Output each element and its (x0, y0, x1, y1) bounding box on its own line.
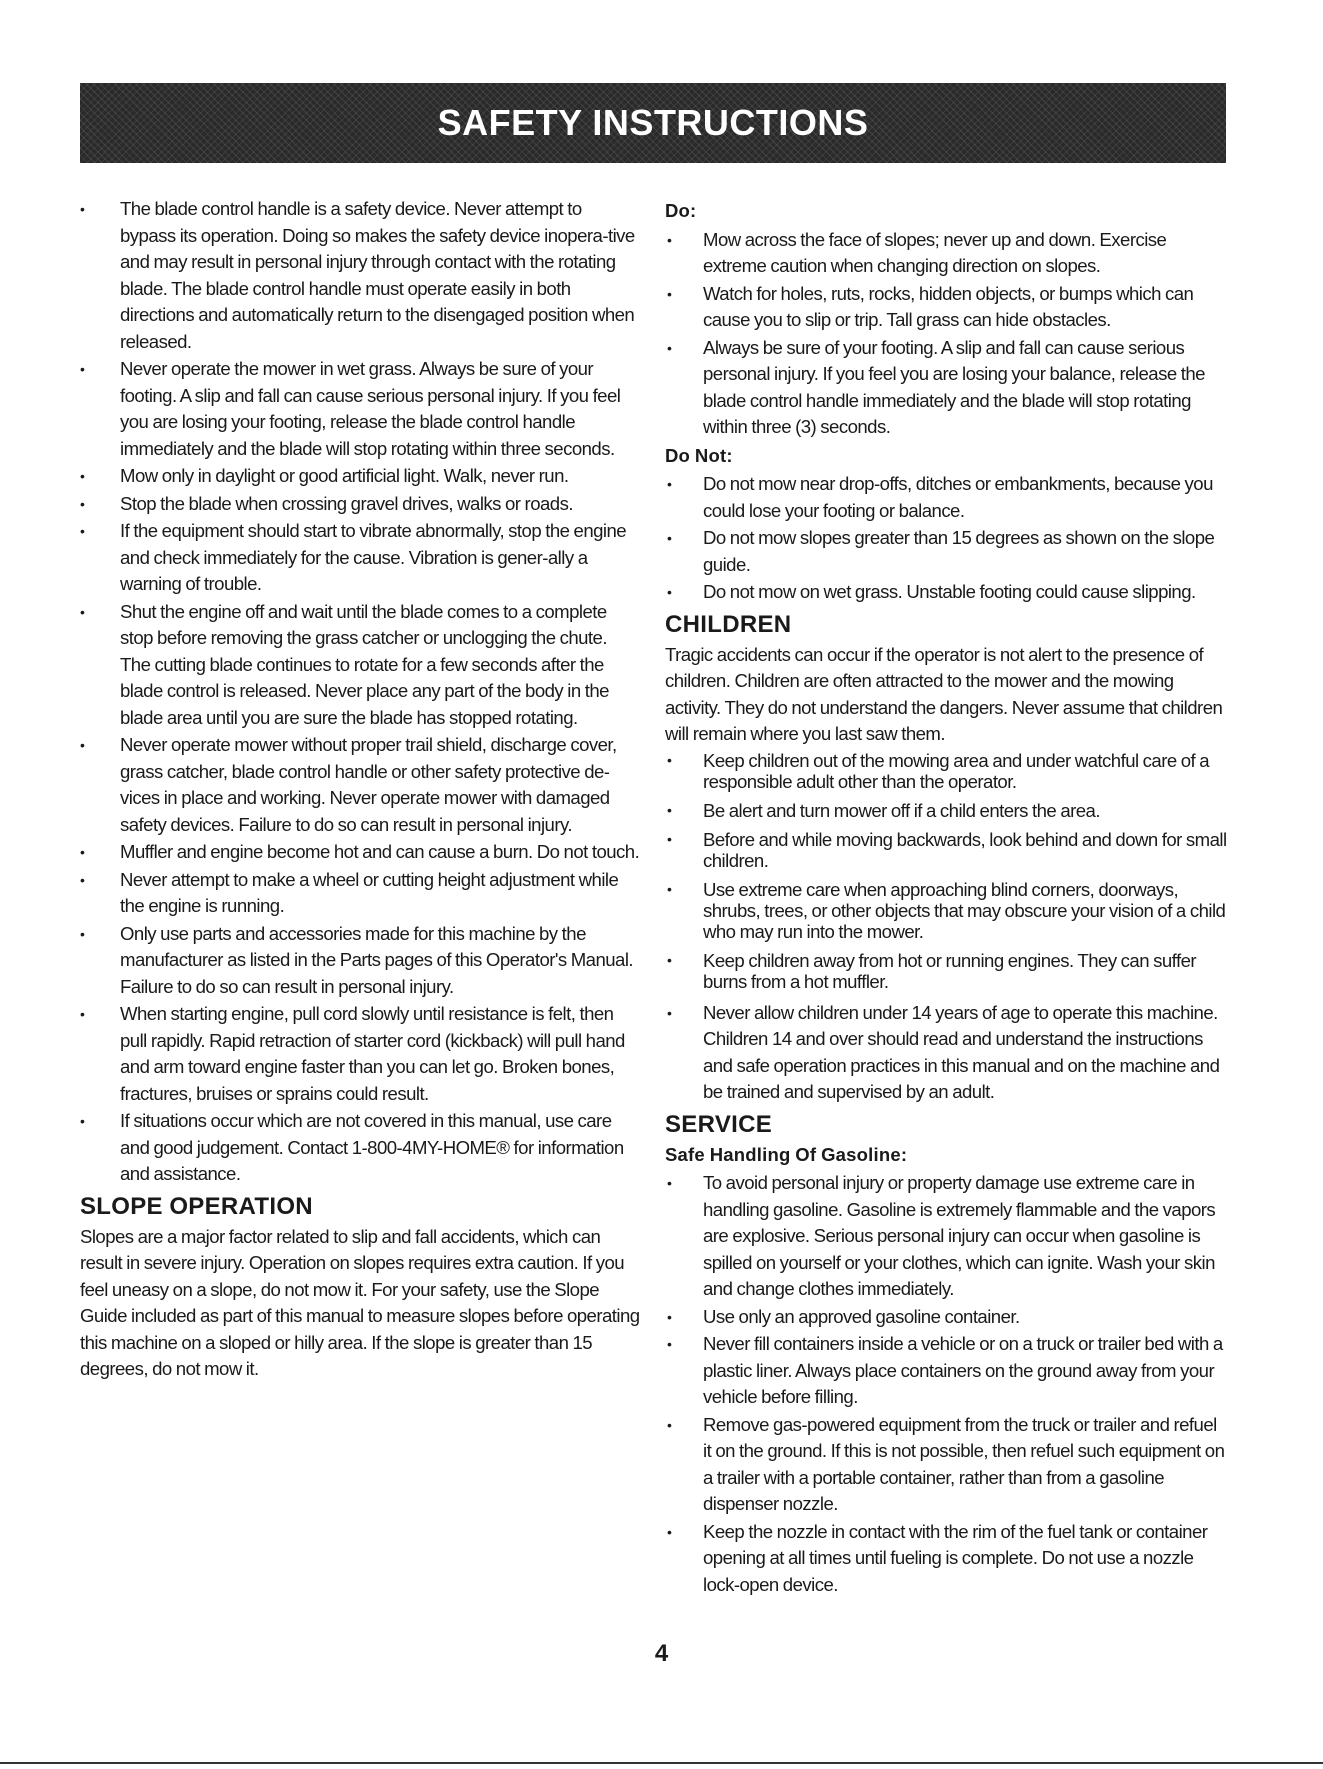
bullet-icon: • (667, 1175, 672, 1191)
bullet-icon: • (667, 880, 672, 897)
bullet-icon: • (80, 361, 85, 377)
bullet-icon: • (667, 830, 672, 847)
list-item: • Never operate mower without proper trail shield, discharge cover, grass catcher, blade control handle or other safety protective de-vices in place and working. Never operate mower with damaged safety devices. Failure to do so can result in personal injury. (80, 734, 617, 835)
bullet-icon: • (80, 201, 85, 217)
children-list (665, 750, 1228, 992)
list-item: • Do not mow near drop-offs, ditches or embankments, because you could lose your footing or balance. (667, 473, 1213, 521)
list-item: • Never allow children under 14 years of age to operate this machine. Children 14 and over should read and understand the instructions and safe operation practices in this manual and on the machine and be trained and supervised by an adult. (667, 1001, 1220, 1102)
list-item: • The blade control handle is a safety device. Never attempt to bypass its operation. Doing so makes the safety device inopera-tive and may result in personal injury through contact with the rotating blade. The blade control handle must operate easily in both directions and automatically return to the disengaged position when released. (80, 198, 635, 352)
bullet-icon: • (667, 751, 672, 768)
bullet-icon: • (667, 951, 672, 968)
service-heading: SERVICE (665, 1110, 773, 1138)
list-item: • Muffler and engine become hot and can cause a burn. Do not touch. (80, 839, 640, 866)
bullet-icon: • (667, 231, 672, 248)
list-item: • If the equipment should start to vibrate abnormally, stop the engine and check immediately for the cause. Vibration is gener-ally a warning of trouble. (80, 520, 627, 594)
bullet-icon: • (667, 1308, 672, 1325)
list-item: • Stop the blade when crossing gravel drives, walks or roads. (80, 491, 640, 518)
bullet-icon: • (80, 925, 85, 942)
bullet-icon: • (80, 737, 85, 753)
do-not-list (665, 471, 1228, 606)
bullet-icon: • (667, 1416, 672, 1433)
do-list (665, 227, 1228, 441)
list-item: • Never attempt to make a wheel or cutting height adjustment while the engine is running. (80, 868, 619, 916)
list-item: • Never operate the mower in wet grass. Always be sure of your footing. A slip and fall can cause serious personal injury. If you feel you are losing your footing, release the blade control handle immediately and the blade will stop rotating within three seconds. (80, 358, 621, 459)
bullet-icon: • (80, 523, 85, 539)
list-item: • Keep children away from hot or running engines. They can suffer burns from a hot muffler. (667, 949, 1196, 992)
list-item: • When starting engine, pull cord slowly until resistance is felt, then pull rapidly. Rapid retraction of starter cord (kickback) will pull hand and arm toward engine faster than you can let go. Broken bones, fractures, bruises or sprains could result. (80, 1003, 625, 1104)
slope-operation-heading: SLOPE OPERATION (80, 1192, 313, 1220)
bullet-icon: • (80, 495, 85, 512)
bullet-icon: • (667, 339, 672, 356)
list-item: • Keep children out of the mowing area and under watchful care of a responsible adult other than the operator. (667, 749, 1210, 792)
bottom-divider (0, 1762, 1323, 1764)
bullet-icon: • (667, 1523, 672, 1540)
general-safety-list (80, 196, 640, 1188)
list-item: • Do not mow on wet grass. Unstable footing could cause slipping. (665, 579, 1228, 606)
list-item: • To avoid personal injury or property damage use extreme care in handling gasoline. Gasoline is extremely flammable and the vapors are explosive. Serious personal injury can occur when gasoline is spilled on yourself or your clothes, which can ignite. Wash your skin and change clothes immediately. (667, 1172, 1216, 1299)
list-item: • Watch for holes, ruts, rocks, hidden objects, or bumps which can cause you to slip or trip. Tall grass can hide obstacles. (667, 282, 1194, 330)
bullet-icon: • (667, 1336, 672, 1352)
list-item: • Before and while moving backwards, look behind and down for small children. (667, 828, 1227, 871)
bullet-icon: • (80, 1113, 85, 1129)
list-item: • Always be sure of your footing. A slip and fall can cause serious personal injury. If you feel you are losing your balance, release the blade control handle immediately and the blade will stop rotating within three (3) seconds. (667, 336, 1205, 437)
children-text: Tragic accidents can occur if the operator is not alert to the presence of children. Children are often attracted to the mower and the mowing activity. They do not understand the dangers. Never assume that children will remain where you last saw them. (665, 643, 1223, 744)
do-not-heading: Do Not: (665, 444, 733, 466)
page-number: 4 (654, 1640, 669, 1667)
bullet-icon: • (80, 871, 85, 888)
slope-operation-text: Slopes are a major factor related to slip and fall accidents, which can result in severe injury. Operation on slopes requires extra caution. If you feel uneasy on a slope, do not mow it. For your safety, use the Slope Guide included as part of this manual to measure slopes before operating this machine on a sloped or hilly area. If the slope is greater than 15 degrees, do not mow it. (80, 1225, 640, 1379)
left-column (80, 196, 640, 1385)
bullet-icon: • (80, 468, 85, 484)
gasoline-list (665, 1170, 1228, 1598)
list-item: • Only use parts and accessories made for this machine by the manufacturer as listed in the Parts pages of this Operator's Manual. Failure to do so can result in personal injury. (80, 922, 634, 997)
bullet-icon: • (667, 584, 672, 600)
children-list-continued (665, 1000, 1228, 1106)
list-item: • Remove gas-powered equipment from the truck or trailer and refuel it on the ground. If this is not possible, then refuel such equipment on a trailer with a portable container, rather than from a gasoline dispenser nozzle. (667, 1413, 1225, 1514)
list-item: • Use only an approved gasoline container. (665, 1304, 1228, 1331)
header-banner (80, 83, 1226, 163)
list-item: • Keep the nozzle in contact with the rim of the fuel tank or container opening at all times until fueling is complete. Do not use a nozzle lock-open device. (667, 1520, 1208, 1595)
bullet-icon: • (667, 801, 672, 818)
list-item: • Use extreme care when approaching blind corners, doorways, shrubs, trees, or other objects that may obscure your vision of a child who may run into the mower. (667, 878, 1226, 942)
safe-handling-heading: Safe Handling Of Gasoline: (665, 1143, 908, 1165)
bullet-icon: • (667, 285, 672, 302)
page-title: SAFETY INSTRUCTIONS (437, 102, 869, 143)
list-item: • Never fill containers inside a vehicle or on a truck or trailer bed with a plastic liner. Always place containers on the ground away from your vehicle before filling. (667, 1333, 1223, 1407)
list-item: • Mow across the face of slopes; never up and down. Exercise extreme caution when changing direction on slopes. (667, 228, 1167, 276)
bullet-icon: • (667, 530, 672, 546)
bullet-icon: • (80, 844, 85, 860)
list-item: • Mow only in daylight or good artificial light. Walk, never run. (80, 463, 640, 490)
bullet-icon: • (80, 1006, 85, 1022)
list-item: • Do not mow slopes greater than 15 degrees as shown on the slope guide. (667, 527, 1215, 575)
children-heading: CHILDREN (665, 610, 792, 638)
list-item: • Shut the engine off and wait until the blade comes to a complete stop before removing the grass catcher or unclogging the chute. The cutting blade continues to rotate for a few seconds after the blade control is released. Never place any part of the body in the blade area until you are sure the blade has stopped rotating. (80, 600, 609, 728)
do-heading: Do: (665, 200, 697, 221)
bullet-icon: • (80, 603, 85, 620)
list-item: • If situations occur which are not covered in this manual, use care and good judgement. Contact 1-800-4MY-HOME® for information and assistance. (80, 1110, 624, 1184)
bullet-icon: • (667, 476, 672, 492)
list-item: • Be alert and turn mower off if a child enters the area. (667, 799, 1100, 821)
right-column (665, 196, 1228, 1599)
bullet-icon: • (667, 1004, 672, 1021)
